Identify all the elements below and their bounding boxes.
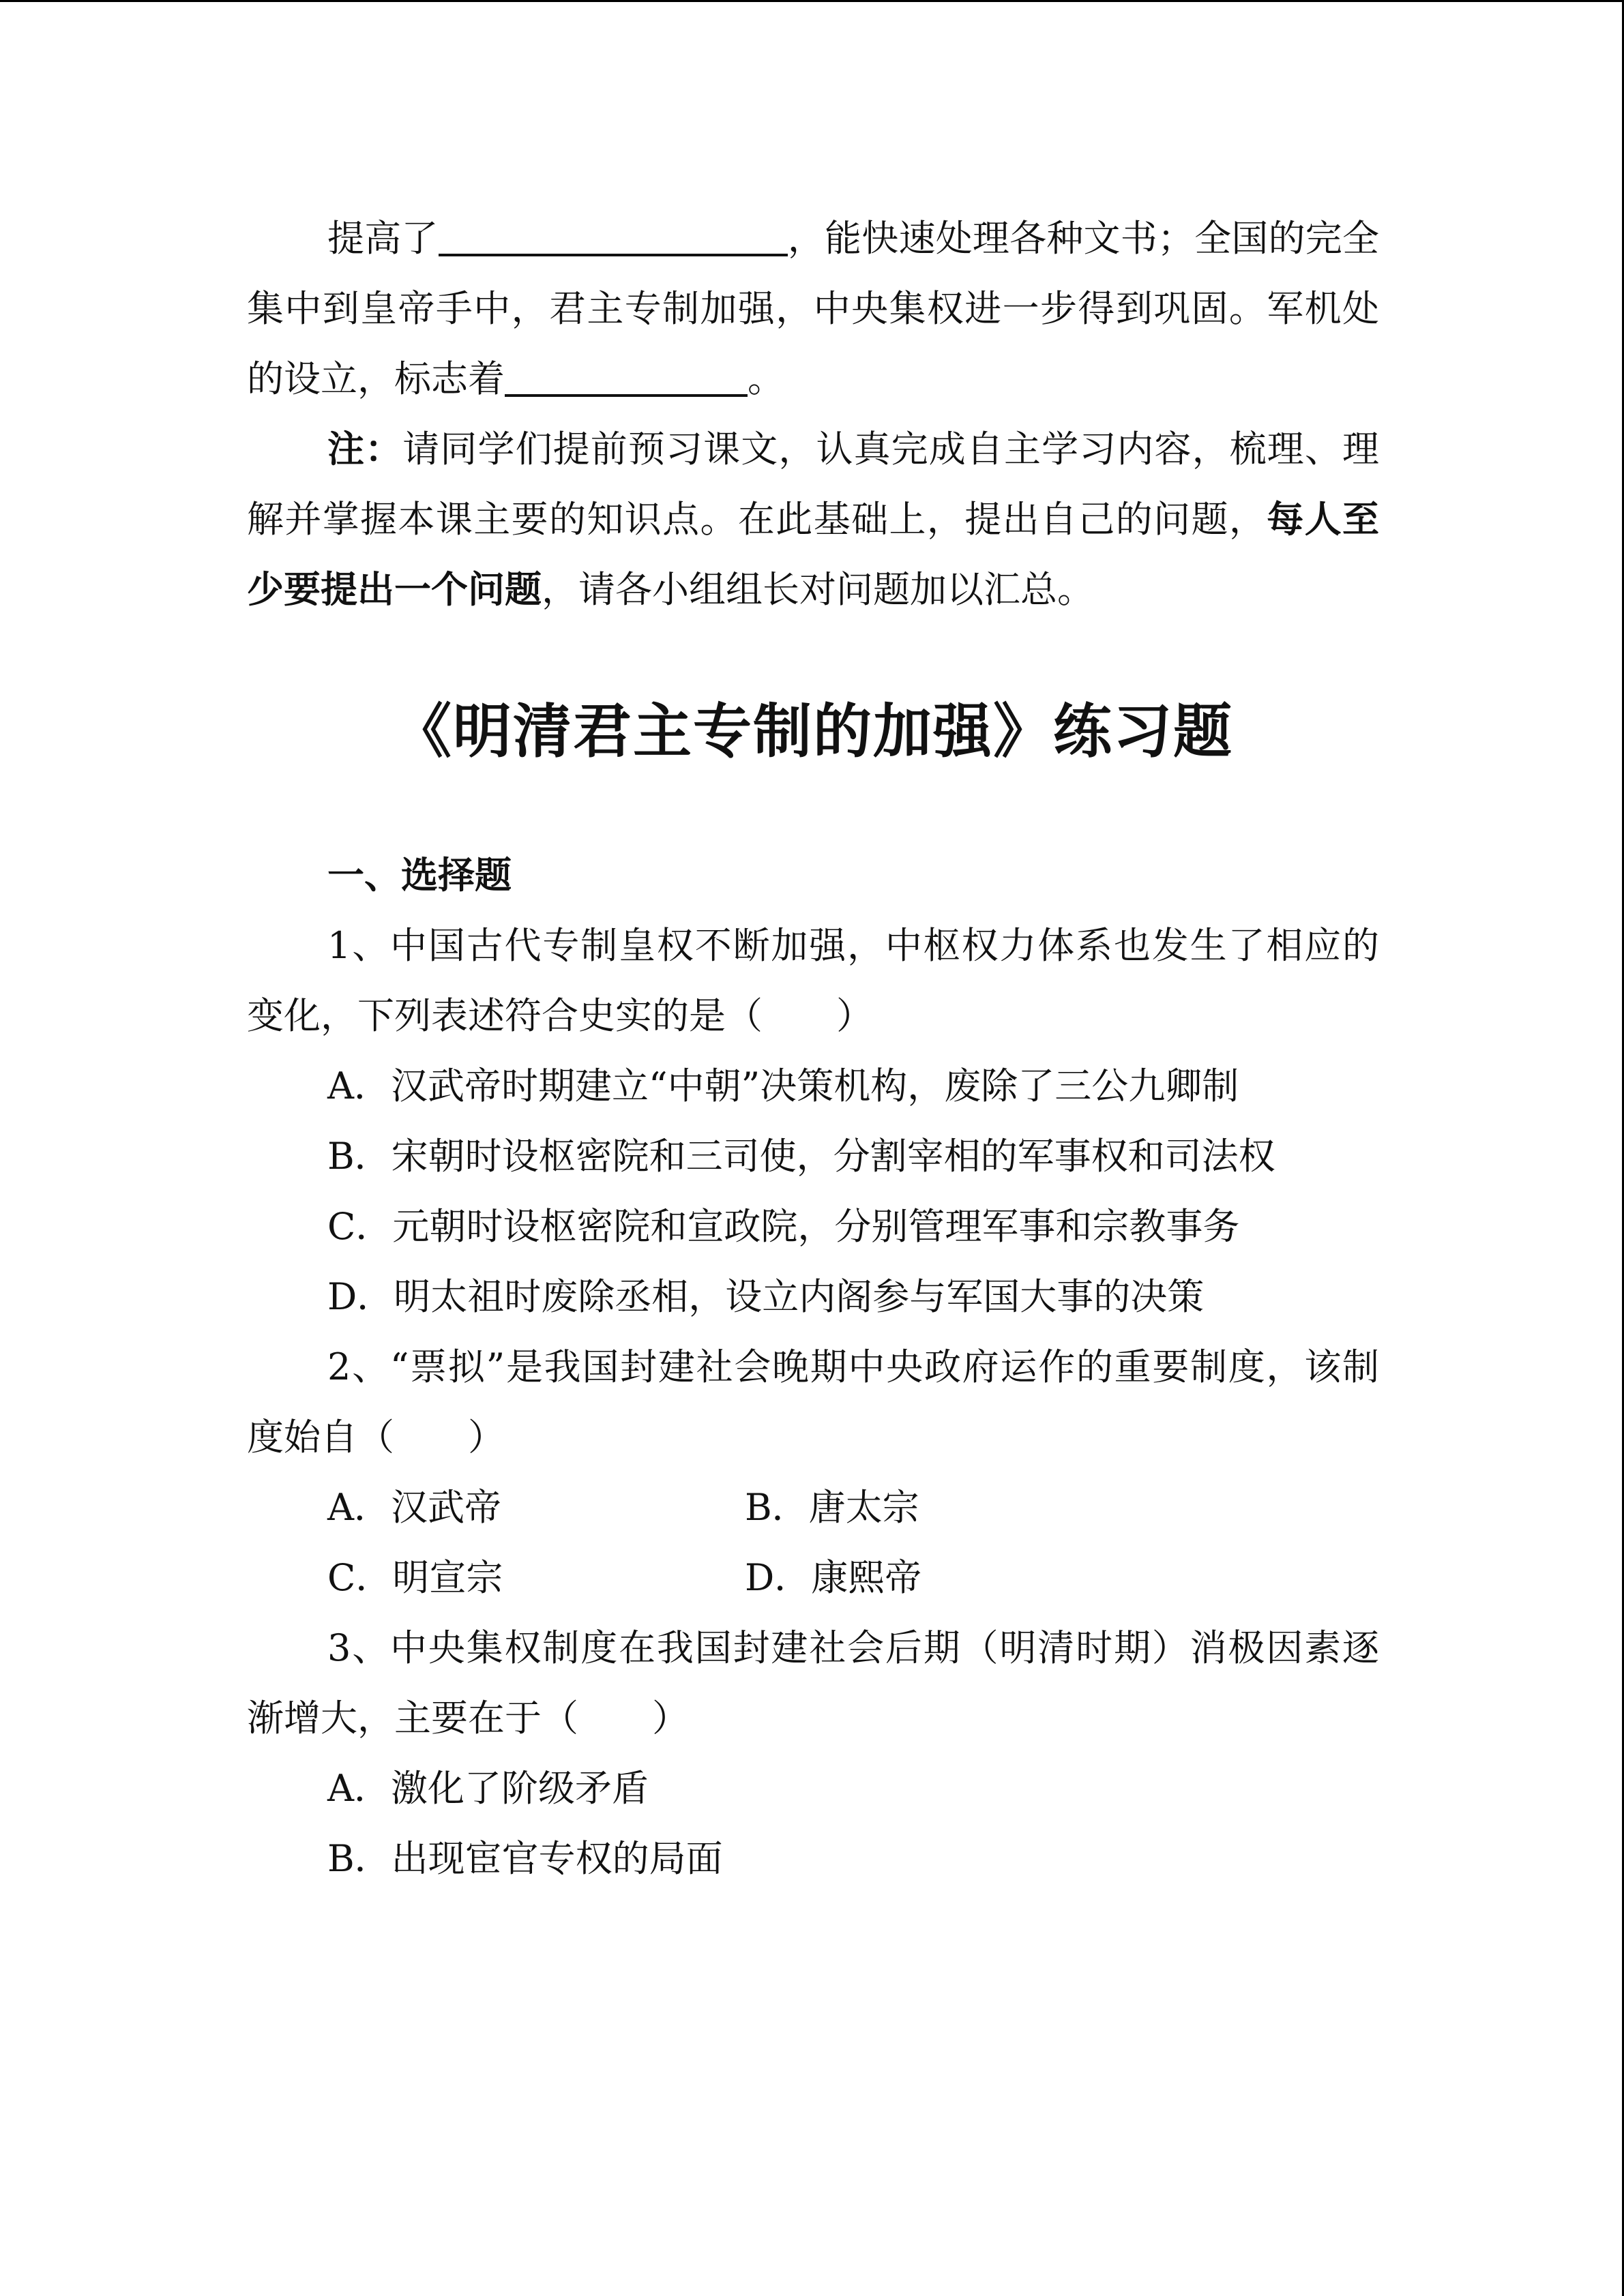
question-1-option-b: B．宋朝时设枢密院和三司使，分割宰相的军事权和司法权: [327, 1135, 1275, 1178]
question-3-option-b: B．出现宦官专权的局面: [327, 1837, 723, 1880]
intro-text-a: 提高了: [327, 217, 439, 260]
intro-text-b: ，能快速处理各种文书；全国的完全集中到皇帝手中，君主专制加强，中央集权进一步得到巩固。军机处的设立，标志着: [247, 217, 1380, 400]
question-1-option-a: A．汉武帝时期建立“中朝”决策机构，废除了三公九卿制: [327, 1064, 1239, 1107]
question-3-stem: 3、中央集权制度在我国封建社会后期（明清时期）消极因素逐渐增大，主要在于（ ）: [247, 1626, 1379, 1740]
question-2-options-row-1: [247, 1472, 1379, 1542]
question-1-stem: 1、中国古代专制皇权不断加强，中枢权力体系也发生了相应的变化，下列表述符合史实的是（ ）: [247, 924, 1379, 1037]
question-1-option-c: C．元朝时设枢密院和宣政院，分别管理军事和宗教事务: [327, 1205, 1240, 1248]
question-2-options-row-2: [247, 1542, 1379, 1613]
question-1-option-d: D．明太祖时废除丞相，设立内阁参与军国大事的决策: [327, 1275, 1205, 1318]
note-emphasis: 每人至少要提出一个问题: [247, 497, 1380, 611]
section-heading: 一、选择题: [327, 853, 512, 897]
note-paragraph: [247, 414, 1379, 625]
note-text-b: ，请各小组组长对问题加以汇总。: [542, 568, 1094, 611]
note-label: 注：: [327, 427, 403, 471]
document-content: [247, 203, 1379, 1894]
question-2-option-a: A．汉武帝: [327, 1486, 501, 1529]
intro-text-c: 。: [748, 357, 784, 400]
note-text-a: 请同学们提前预习课文，认真完成自主学习内容，梳理、理解并掌握本课主要的知识点。在此基础上，提出自己的问题，: [247, 428, 1380, 541]
intro-paragraph: [247, 203, 1379, 414]
fill-blank-2[interactable]: [505, 352, 748, 397]
fill-blank-1[interactable]: [439, 211, 788, 256]
question-2-stem: 2、“票拟”是我国封建社会晚期中央政府运作的重要制度，该制度始自（ ）: [247, 1345, 1379, 1459]
question-2-option-d: D．康熙帝: [745, 1556, 922, 1599]
question-3-option-a: A．激化了阶级矛盾: [327, 1767, 649, 1810]
question-2-option-b: B．唐太宗: [745, 1486, 919, 1529]
question-2-option-c: C．明宣宗: [327, 1556, 503, 1599]
exercise-title: 《明清君主专制的加强》练习题: [393, 698, 1233, 766]
